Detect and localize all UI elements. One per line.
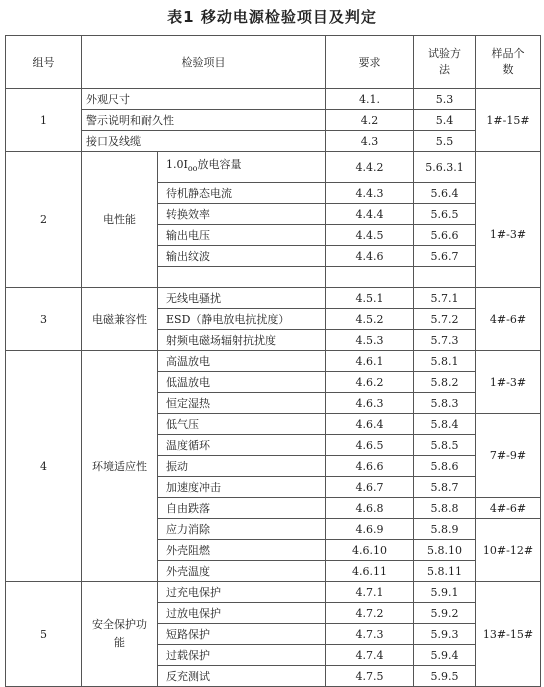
header-row — [6, 36, 541, 89]
item-cell: 应力消除 — [158, 519, 326, 540]
method-cell: 5.8.8 — [414, 498, 476, 519]
requirement-cell: 4.7.3 — [326, 624, 414, 645]
item-cell: 恒定湿热 — [158, 393, 326, 414]
table-row — [6, 89, 541, 110]
item-cell: 自由跌落 — [158, 498, 326, 519]
item-cell: 外观尺寸 — [82, 89, 326, 110]
method-cell: 5.6.6 — [414, 225, 476, 246]
method-cell: 5.9.3 — [414, 624, 476, 645]
header-method: 试验方 法 — [414, 36, 476, 89]
requirement-cell: 4.5.3 — [326, 330, 414, 351]
samples-cell: 7#-9# — [476, 414, 541, 498]
table-row — [6, 288, 541, 309]
requirement-cell: 4.7.5 — [326, 666, 414, 687]
requirement-cell: 4.7.1 — [326, 582, 414, 603]
method-cell: 5.9.4 — [414, 645, 476, 666]
item-cell: 外壳阻燃 — [158, 540, 326, 561]
header-requirement: 要求 — [326, 36, 414, 89]
method-cell: 5.8.2 — [414, 372, 476, 393]
item-cell: 输出纹波 — [158, 246, 326, 267]
requirement-cell: 4.5.1 — [326, 288, 414, 309]
item-cell: 转换效率 — [158, 204, 326, 225]
item-cell: 温度循环 — [158, 435, 326, 456]
group-number: 4 — [6, 351, 82, 582]
method-cell: 5.6.4 — [414, 183, 476, 204]
method-cell: 5.5 — [414, 131, 476, 152]
samples-cell: 4#-6# — [476, 288, 541, 351]
item-cell: 警示说明和耐久性 — [82, 110, 326, 131]
requirement-cell: 4.6.7 — [326, 477, 414, 498]
table-row — [6, 582, 541, 603]
samples-cell: 1#-3# — [476, 183, 541, 288]
samples-cell: 1#-3# — [476, 351, 541, 414]
requirement-cell: 4.6.2 — [326, 372, 414, 393]
samples-cell: 13#-15# — [476, 582, 541, 687]
item-cell: 射频电磁场辐射抗扰度 — [158, 330, 326, 351]
item-cell: 加速度冲击 — [158, 477, 326, 498]
requirement-cell — [326, 267, 414, 288]
method-cell — [414, 267, 476, 288]
category-cell: 电性能 — [82, 152, 158, 288]
samples-cell: 1#-15# — [476, 89, 541, 152]
item-cell: 低温放电 — [158, 372, 326, 393]
inspection-table — [5, 35, 541, 687]
header-samples: 样品个 数 — [476, 36, 541, 89]
method-cell: 5.7.1 — [414, 288, 476, 309]
requirement-cell: 4.6.6 — [326, 456, 414, 477]
method-cell: 5.8.7 — [414, 477, 476, 498]
header-item: 检验项目 — [82, 36, 326, 89]
group-number: 5 — [6, 582, 82, 687]
requirement-cell: 4.6.3 — [326, 393, 414, 414]
item-cell: 过放电保护 — [158, 603, 326, 624]
item-cell: ESD（静电放电抗扰度） — [158, 309, 326, 330]
requirement-cell: 4.6.4 — [326, 414, 414, 435]
requirement-cell: 4.6.5 — [326, 435, 414, 456]
group-number: 2 — [6, 152, 82, 288]
method-cell: 5.9.2 — [414, 603, 476, 624]
requirement-cell: 4.7.4 — [326, 645, 414, 666]
item-cell: 过充电保护 — [158, 582, 326, 603]
method-cell: 5.8.6 — [414, 456, 476, 477]
requirement-cell: 4.4.3 — [326, 183, 414, 204]
requirement-cell: 4.5.2 — [326, 309, 414, 330]
category-cell: 环境适应性 — [82, 351, 158, 582]
item-cell: 输出电压 — [158, 225, 326, 246]
requirement-cell: 4.2 — [326, 110, 414, 131]
category-cell: 安全保护功 能 — [82, 582, 158, 687]
samples-cell: 10#-12# — [476, 519, 541, 582]
method-cell: 5.9.5 — [414, 666, 476, 687]
method-cell: 5.8.11 — [414, 561, 476, 582]
header-group: 组号 — [6, 36, 82, 89]
item-cell: 外壳温度 — [158, 561, 326, 582]
method-cell: 5.8.4 — [414, 414, 476, 435]
item-cell: $1.0I_{oo}$放电容量 — [158, 152, 326, 183]
requirement-cell: 4.3 — [326, 131, 414, 152]
item-cell: 待机静态电流 — [158, 183, 326, 204]
requirement-cell: 4.4.2 — [326, 152, 414, 183]
method-cell: 5.9.1 — [414, 582, 476, 603]
method-cell: 5.6.7 — [414, 246, 476, 267]
method-cell: 5.8.1 — [414, 351, 476, 372]
requirement-cell: 4.6.1 — [326, 351, 414, 372]
table-row — [6, 351, 541, 372]
method-cell: 5.6.5 — [414, 204, 476, 225]
method-cell: 5.4 — [414, 110, 476, 131]
item-cell: 反充测试 — [158, 666, 326, 687]
method-cell: 5.8.10 — [414, 540, 476, 561]
item-cell: 短路保护 — [158, 624, 326, 645]
item-cell: 高温放电 — [158, 351, 326, 372]
samples-blank — [476, 152, 541, 183]
requirement-cell: 4.1. — [326, 89, 414, 110]
method-cell: 5.7.2 — [414, 309, 476, 330]
requirement-cell: 4.6.10 — [326, 540, 414, 561]
item-cell: 低气压 — [158, 414, 326, 435]
table-row — [6, 110, 541, 131]
requirement-cell: 4.7.2 — [326, 603, 414, 624]
requirement-cell: 4.4.6 — [326, 246, 414, 267]
group-number: 1 — [6, 89, 82, 152]
method-cell: 5.8.9 — [414, 519, 476, 540]
item-cell: 无线电骚扰 — [158, 288, 326, 309]
category-cell: 电磁兼容性 — [82, 288, 158, 351]
requirement-cell: 4.6.11 — [326, 561, 414, 582]
method-cell: 5.8.3 — [414, 393, 476, 414]
method-cell: 5.3 — [414, 89, 476, 110]
table-title: 表1 移动电源检验项目及判定 — [167, 8, 377, 26]
group-number: 3 — [6, 288, 82, 351]
item-cell: 振动 — [158, 456, 326, 477]
method-cell: 5.7.3 — [414, 330, 476, 351]
requirement-cell: 4.4.4 — [326, 204, 414, 225]
requirement-cell: 4.6.8 — [326, 498, 414, 519]
table-row — [6, 152, 541, 183]
method-cell: 5.6.3.1 — [414, 152, 476, 183]
requirement-cell: 4.6.9 — [326, 519, 414, 540]
samples-cell: 4#-6# — [476, 498, 541, 519]
item-cell: 过载保护 — [158, 645, 326, 666]
requirement-cell: 4.4.5 — [326, 225, 414, 246]
table-row — [6, 131, 541, 152]
item-cell — [158, 267, 326, 288]
method-cell: 5.8.5 — [414, 435, 476, 456]
item-cell: 接口及线缆 — [82, 131, 326, 152]
